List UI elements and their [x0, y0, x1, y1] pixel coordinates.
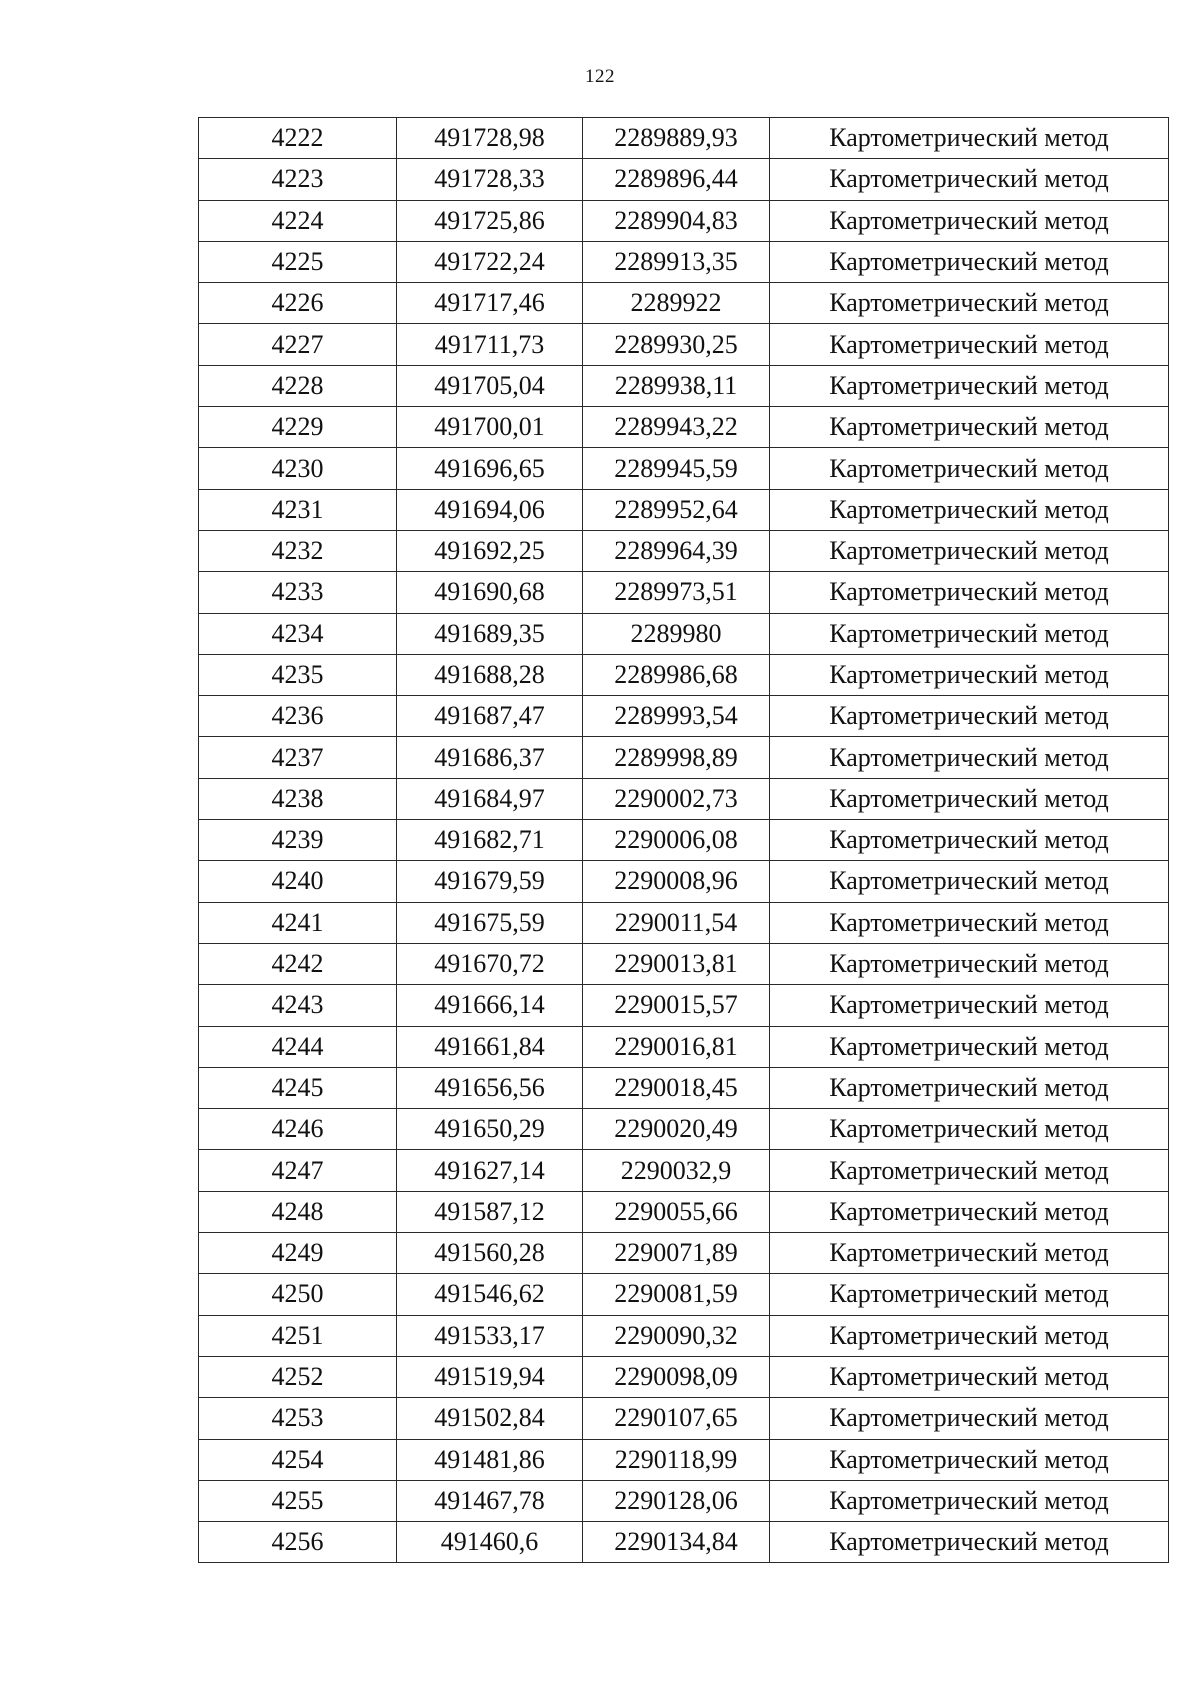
- table-row: [199, 985, 1169, 1026]
- point-number-cell: 4256: [199, 1522, 397, 1563]
- point-number-cell: 4235: [199, 654, 397, 695]
- y-coordinate-cell: 2290118,99: [583, 1439, 770, 1480]
- point-number-cell: 4232: [199, 530, 397, 571]
- x-coordinate-cell: 491728,98: [397, 118, 583, 159]
- y-coordinate-cell: 2289889,93: [583, 118, 770, 159]
- point-number-cell: 4237: [199, 737, 397, 778]
- method-cell: Картометрический метод: [770, 324, 1169, 365]
- point-number-cell: 4223: [199, 159, 397, 200]
- method-cell: Картометрический метод: [770, 985, 1169, 1026]
- point-number-cell: 4229: [199, 407, 397, 448]
- x-coordinate-cell: 491687,47: [397, 696, 583, 737]
- table-row: [199, 943, 1169, 984]
- point-number-cell: 4248: [199, 1191, 397, 1232]
- method-cell: Картометрический метод: [770, 778, 1169, 819]
- x-coordinate-cell: 491722,24: [397, 241, 583, 282]
- y-coordinate-cell: 2290015,57: [583, 985, 770, 1026]
- table-row: [199, 861, 1169, 902]
- y-coordinate-cell: 2289998,89: [583, 737, 770, 778]
- point-number-cell: 4222: [199, 118, 397, 159]
- x-coordinate-cell: 491700,01: [397, 407, 583, 448]
- x-coordinate-cell: 491627,14: [397, 1150, 583, 1191]
- x-coordinate-cell: 491688,28: [397, 654, 583, 695]
- table-row: [199, 1398, 1169, 1439]
- point-number-cell: 4226: [199, 283, 397, 324]
- table-row: [199, 1274, 1169, 1315]
- y-coordinate-cell: 2290002,73: [583, 778, 770, 819]
- method-cell: Картометрический метод: [770, 613, 1169, 654]
- point-number-cell: 4246: [199, 1109, 397, 1150]
- x-coordinate-cell: 491694,06: [397, 489, 583, 530]
- method-cell: Картометрический метод: [770, 572, 1169, 613]
- method-cell: Картометрический метод: [770, 1274, 1169, 1315]
- table-row: [199, 613, 1169, 654]
- point-number-cell: 4225: [199, 241, 397, 282]
- point-number-cell: 4238: [199, 778, 397, 819]
- table-row: [199, 118, 1169, 159]
- y-coordinate-cell: 2290107,65: [583, 1398, 770, 1439]
- y-coordinate-cell: 2290011,54: [583, 902, 770, 943]
- point-number-cell: 4253: [199, 1398, 397, 1439]
- table-row: [199, 241, 1169, 282]
- x-coordinate-cell: 491650,29: [397, 1109, 583, 1150]
- point-number-cell: 4242: [199, 943, 397, 984]
- x-coordinate-cell: 491696,65: [397, 448, 583, 489]
- coordinates-table: [198, 117, 1169, 1563]
- x-coordinate-cell: 491670,72: [397, 943, 583, 984]
- point-number-cell: 4233: [199, 572, 397, 613]
- method-cell: Картометрический метод: [770, 654, 1169, 695]
- table-row: [199, 778, 1169, 819]
- method-cell: Картометрический метод: [770, 737, 1169, 778]
- method-cell: Картометрический метод: [770, 407, 1169, 448]
- method-cell: Картометрический метод: [770, 902, 1169, 943]
- method-cell: Картометрический метод: [770, 696, 1169, 737]
- table-row: [199, 159, 1169, 200]
- y-coordinate-cell: 2289922: [583, 283, 770, 324]
- y-coordinate-cell: 2289913,35: [583, 241, 770, 282]
- method-cell: Картометрический метод: [770, 530, 1169, 571]
- y-coordinate-cell: 2290071,89: [583, 1233, 770, 1274]
- x-coordinate-cell: 491502,84: [397, 1398, 583, 1439]
- point-number-cell: 4254: [199, 1439, 397, 1480]
- y-coordinate-cell: 2290128,06: [583, 1480, 770, 1521]
- point-number-cell: 4251: [199, 1315, 397, 1356]
- table-row: [199, 324, 1169, 365]
- y-coordinate-cell: 2289993,54: [583, 696, 770, 737]
- point-number-cell: 4239: [199, 820, 397, 861]
- table-row: [199, 365, 1169, 406]
- method-cell: Картометрический метод: [770, 1150, 1169, 1191]
- method-cell: Картометрический метод: [770, 943, 1169, 984]
- x-coordinate-cell: 491656,56: [397, 1067, 583, 1108]
- x-coordinate-cell: 491460,6: [397, 1522, 583, 1563]
- table-row: [199, 1233, 1169, 1274]
- method-cell: Картометрический метод: [770, 1315, 1169, 1356]
- y-coordinate-cell: 2290018,45: [583, 1067, 770, 1108]
- point-number-cell: 4231: [199, 489, 397, 530]
- table-row: [199, 283, 1169, 324]
- x-coordinate-cell: 491679,59: [397, 861, 583, 902]
- y-coordinate-cell: 2289986,68: [583, 654, 770, 695]
- point-number-cell: 4230: [199, 448, 397, 489]
- method-cell: Картометрический метод: [770, 1026, 1169, 1067]
- table-row: [199, 1439, 1169, 1480]
- table-row: [199, 1315, 1169, 1356]
- method-cell: Картометрический метод: [770, 241, 1169, 282]
- x-coordinate-cell: 491711,73: [397, 324, 583, 365]
- point-number-cell: 4241: [199, 902, 397, 943]
- x-coordinate-cell: 491675,59: [397, 902, 583, 943]
- table-row: [199, 1150, 1169, 1191]
- table-row: [199, 902, 1169, 943]
- y-coordinate-cell: 2289904,83: [583, 200, 770, 241]
- method-cell: Картометрический метод: [770, 283, 1169, 324]
- method-cell: Картометрический метод: [770, 489, 1169, 530]
- table-row: [199, 737, 1169, 778]
- y-coordinate-cell: 2289896,44: [583, 159, 770, 200]
- method-cell: Картометрический метод: [770, 365, 1169, 406]
- y-coordinate-cell: 2290055,66: [583, 1191, 770, 1232]
- table-row: [199, 530, 1169, 571]
- y-coordinate-cell: 2289973,51: [583, 572, 770, 613]
- x-coordinate-cell: 491661,84: [397, 1026, 583, 1067]
- point-number-cell: 4250: [199, 1274, 397, 1315]
- table-row: [199, 1067, 1169, 1108]
- point-number-cell: 4247: [199, 1150, 397, 1191]
- y-coordinate-cell: 2290006,08: [583, 820, 770, 861]
- x-coordinate-cell: 491666,14: [397, 985, 583, 1026]
- y-coordinate-cell: 2290098,09: [583, 1356, 770, 1397]
- table-row: [199, 1480, 1169, 1521]
- table-row: [199, 407, 1169, 448]
- y-coordinate-cell: 2289938,11: [583, 365, 770, 406]
- y-coordinate-cell: 2290081,59: [583, 1274, 770, 1315]
- method-cell: Картометрический метод: [770, 1439, 1169, 1480]
- y-coordinate-cell: 2290090,32: [583, 1315, 770, 1356]
- table-row: [199, 572, 1169, 613]
- x-coordinate-cell: 491467,78: [397, 1480, 583, 1521]
- table-row: [199, 696, 1169, 737]
- x-coordinate-cell: 491682,71: [397, 820, 583, 861]
- point-number-cell: 4228: [199, 365, 397, 406]
- x-coordinate-cell: 491705,04: [397, 365, 583, 406]
- table-row: [199, 1026, 1169, 1067]
- table-body: [199, 118, 1169, 1563]
- table-row: [199, 489, 1169, 530]
- y-coordinate-cell: 2289943,22: [583, 407, 770, 448]
- point-number-cell: 4245: [199, 1067, 397, 1108]
- y-coordinate-cell: 2290032,9: [583, 1150, 770, 1191]
- y-coordinate-cell: 2289980: [583, 613, 770, 654]
- method-cell: Картометрический метод: [770, 1356, 1169, 1397]
- table-row: [199, 1109, 1169, 1150]
- method-cell: Картометрический метод: [770, 1398, 1169, 1439]
- method-cell: Картометрический метод: [770, 1522, 1169, 1563]
- point-number-cell: 4227: [199, 324, 397, 365]
- page-number: 122: [585, 66, 615, 87]
- table-row: [199, 200, 1169, 241]
- method-cell: Картометрический метод: [770, 1480, 1169, 1521]
- method-cell: Картометрический метод: [770, 1067, 1169, 1108]
- x-coordinate-cell: 491481,86: [397, 1439, 583, 1480]
- y-coordinate-cell: 2290134,84: [583, 1522, 770, 1563]
- table-row: [199, 654, 1169, 695]
- method-cell: Картометрический метод: [770, 861, 1169, 902]
- x-coordinate-cell: 491690,68: [397, 572, 583, 613]
- x-coordinate-cell: 491684,97: [397, 778, 583, 819]
- table-row: [199, 1522, 1169, 1563]
- method-cell: Картометрический метод: [770, 1191, 1169, 1232]
- x-coordinate-cell: 491692,25: [397, 530, 583, 571]
- table-row: [199, 448, 1169, 489]
- method-cell: Картометрический метод: [770, 448, 1169, 489]
- method-cell: Картометрический метод: [770, 118, 1169, 159]
- y-coordinate-cell: 2289930,25: [583, 324, 770, 365]
- y-coordinate-cell: 2290013,81: [583, 943, 770, 984]
- point-number-cell: 4255: [199, 1480, 397, 1521]
- x-coordinate-cell: 491728,33: [397, 159, 583, 200]
- method-cell: Картометрический метод: [770, 1109, 1169, 1150]
- y-coordinate-cell: 2290020,49: [583, 1109, 770, 1150]
- point-number-cell: 4252: [199, 1356, 397, 1397]
- table-row: [199, 820, 1169, 861]
- method-cell: Картометрический метод: [770, 159, 1169, 200]
- x-coordinate-cell: 491725,86: [397, 200, 583, 241]
- point-number-cell: 4243: [199, 985, 397, 1026]
- y-coordinate-cell: 2290008,96: [583, 861, 770, 902]
- table-row: [199, 1191, 1169, 1232]
- x-coordinate-cell: 491546,62: [397, 1274, 583, 1315]
- y-coordinate-cell: 2289964,39: [583, 530, 770, 571]
- x-coordinate-cell: 491519,94: [397, 1356, 583, 1397]
- point-number-cell: 4234: [199, 613, 397, 654]
- point-number-cell: 4249: [199, 1233, 397, 1274]
- y-coordinate-cell: 2289952,64: [583, 489, 770, 530]
- y-coordinate-cell: 2290016,81: [583, 1026, 770, 1067]
- x-coordinate-cell: 491717,46: [397, 283, 583, 324]
- point-number-cell: 4224: [199, 200, 397, 241]
- y-coordinate-cell: 2289945,59: [583, 448, 770, 489]
- x-coordinate-cell: 491686,37: [397, 737, 583, 778]
- x-coordinate-cell: 491533,17: [397, 1315, 583, 1356]
- point-number-cell: 4236: [199, 696, 397, 737]
- point-number-cell: 4244: [199, 1026, 397, 1067]
- method-cell: Картометрический метод: [770, 1233, 1169, 1274]
- point-number-cell: 4240: [199, 861, 397, 902]
- method-cell: Картометрический метод: [770, 820, 1169, 861]
- x-coordinate-cell: 491587,12: [397, 1191, 583, 1232]
- table-row: [199, 1356, 1169, 1397]
- x-coordinate-cell: 491689,35: [397, 613, 583, 654]
- x-coordinate-cell: 491560,28: [397, 1233, 583, 1274]
- method-cell: Картометрический метод: [770, 200, 1169, 241]
